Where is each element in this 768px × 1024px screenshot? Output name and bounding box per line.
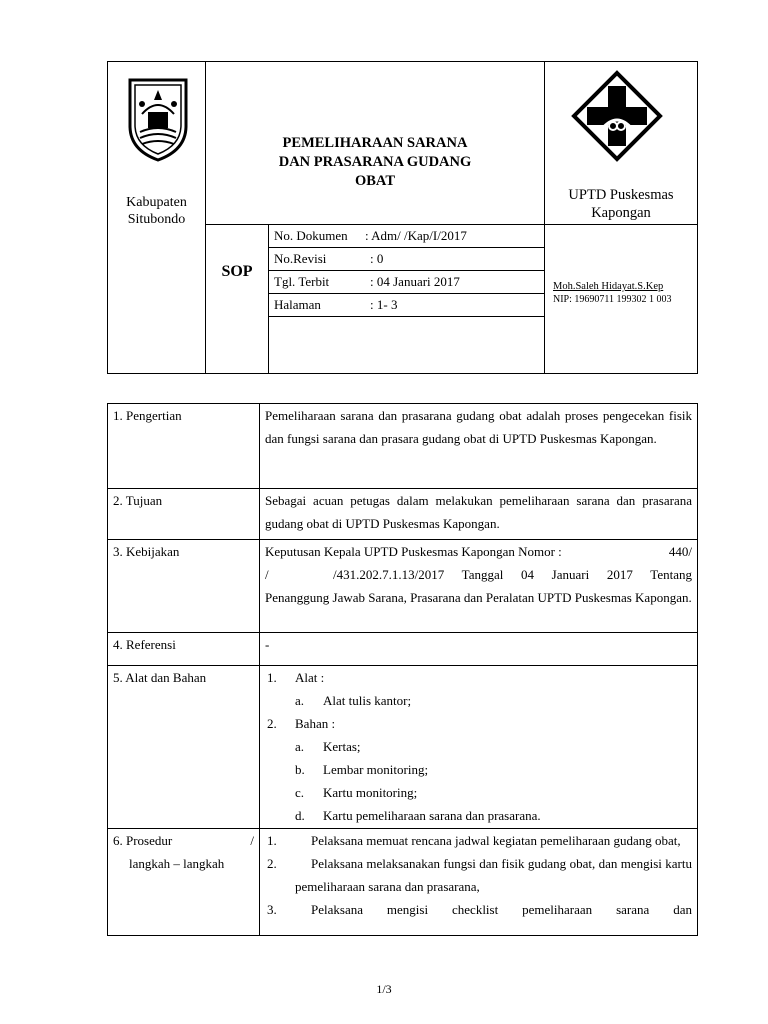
meta-doc-number: No. Dokumen : Adm/ /Kap/I/2017 <box>269 225 544 248</box>
list-item-alat-a: a. Alat tulis kantor; <box>295 693 412 708</box>
document-title: PEMELIHARAAN SARANA DAN PRASARANA GUDANG OBAT <box>278 135 472 189</box>
list-item-bahan-a: a. Kertas; <box>295 739 361 754</box>
prosedur-step-3: 3. Pelaksana mengisi checklist pemeliharaan sarana dan <box>267 902 692 917</box>
regency-emblem-icon <box>122 74 194 164</box>
document-title-cell <box>206 62 545 225</box>
section-text-alat-bahan <box>260 666 698 829</box>
puskesmas-logo-icon <box>571 70 663 162</box>
meta-issue-date: Tgl. Terbit : 04 Januari 2017 <box>269 271 544 294</box>
section-text-tujuan: Sebagai acuan petugas dalam melakukan pemeliharaan sarana dan prasarana gudang obat di UPTD Puskesmas Kapongan. <box>260 489 698 540</box>
organization-name: UPTD Puskesmas Kapongan <box>568 187 674 221</box>
section-text-pengertian: Pemeliharaan sarana dan prasarana gudang obat adalah proses pengecekan fisik dan fungsi sarana dan prasara gudang obat di UPTD Puskesmas Kapongan. <box>260 404 698 489</box>
sop-header-table <box>107 61 698 374</box>
meta-revision: No.Revisi : 0 <box>269 248 544 271</box>
kebijakan-line-2: / /431.202.7.1.13/2017 Tanggal 04 Januari 2017 Tentang <box>265 567 692 582</box>
list-item-bahan: 2. Bahan : <box>267 716 336 731</box>
section-label-alat-bahan: 5. Alat dan Bahan <box>108 666 260 829</box>
kebijakan-rest: Penanggung Jawab Sarana, Prasarana dan Peralatan UPTD Puskesmas Kapongan. <box>265 590 692 605</box>
organization-cell <box>545 62 698 225</box>
section-label-pengertian: 1. Pengertian <box>108 404 260 489</box>
kebijakan-line-1: Keputusan Kepala UPTD Puskesmas Kapongan Nomor : 440/ <box>265 544 692 559</box>
signatory-name: Moh.Saleh Hidayat.S.Kep <box>553 281 664 292</box>
signature-cell <box>545 225 698 374</box>
section-label-referensi: 4. Referensi <box>108 633 260 666</box>
sop-content-table <box>107 403 698 936</box>
regency-name: Kabupaten Situbondo <box>126 195 187 227</box>
section-label-prosedur: 6. Prosedur / langkah – langkah <box>108 829 260 936</box>
list-item-bahan-c: c. Kartu monitoring; <box>295 785 418 800</box>
list-item-bahan-b: b. Lembar monitoring; <box>295 762 429 777</box>
prosedur-step-2: 2. Pelaksana melaksanakan fungsi dan fisik gudang obat, dan mengisi kartu pemeliharaan sarana dan prasarana, <box>267 856 692 894</box>
page-number: 1/3 <box>376 982 392 996</box>
regency-cell <box>108 62 206 374</box>
section-text-kebijakan <box>260 540 698 633</box>
prosedur-step-1: 1. Pelaksana memuat rencana jadwal kegiatan pemeliharaan gudang obat, <box>267 833 681 848</box>
sop-label: SOP <box>221 263 253 280</box>
sop-label-cell <box>206 225 269 374</box>
list-item-bahan-d: d. Kartu pemeliharaan sarana dan prasarana. <box>295 808 541 823</box>
section-text-referensi: - <box>260 633 698 666</box>
section-label-kebijakan: 3. Kebijakan <box>108 540 260 633</box>
list-item-alat: 1. Alat : <box>267 670 325 685</box>
section-text-prosedur <box>260 829 698 936</box>
document-meta-cell <box>269 225 545 374</box>
section-label-tujuan: 2. Tujuan <box>108 489 260 540</box>
signatory-nip: NIP: 19690711 199302 1 003 <box>553 294 672 305</box>
meta-page: Halaman : 1- 3 <box>269 294 544 317</box>
